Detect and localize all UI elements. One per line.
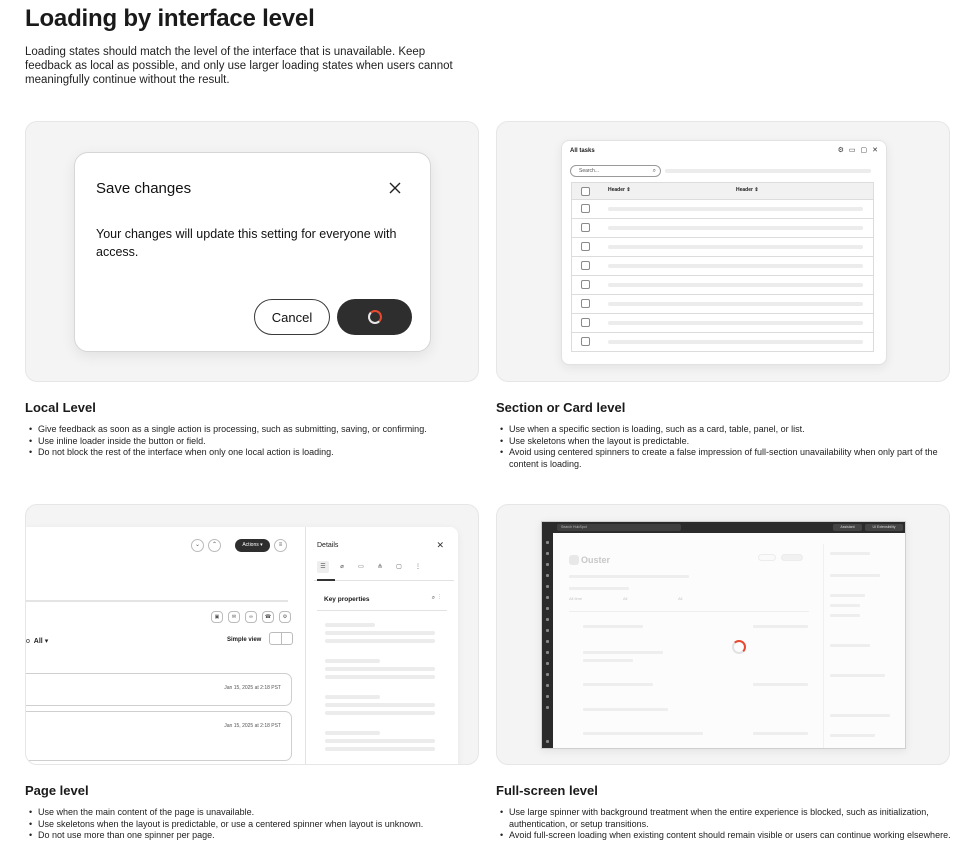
list-item: • Do not use more than one spinner per page. xyxy=(25,830,465,842)
note-tab-icon[interactable]: ▢ xyxy=(396,564,402,570)
app-mock xyxy=(541,521,906,749)
page-example-panel xyxy=(25,504,479,765)
local-heading: Local Level xyxy=(25,400,96,415)
save-changes-dialog xyxy=(74,152,431,352)
fullscreen-heading: Full-screen level xyxy=(496,783,598,798)
skeleton-bar xyxy=(830,604,860,607)
row-checkbox[interactable] xyxy=(581,280,590,289)
list-item: • Use large spinner with background treatment when the entire experience is blocked, such as initialization, authentication, or setup transitions. xyxy=(496,807,951,830)
company-logo xyxy=(569,555,579,565)
list-item: • Do not block the rest of the interface when only one local action is loading. xyxy=(25,447,465,459)
column-header[interactable]: Header ⇕ xyxy=(736,187,759,193)
divider xyxy=(317,610,447,611)
skeleton-bar xyxy=(608,264,863,268)
key-properties-heading: Key properties xyxy=(324,596,370,603)
activity-card[interactable] xyxy=(26,711,292,761)
assigned-filter: All xyxy=(678,596,683,601)
list-item: • Use when a specific section is loading, such as a card, table, panel, or list. xyxy=(496,424,951,436)
skeleton-bar xyxy=(583,683,653,686)
pill xyxy=(781,554,803,561)
table-row xyxy=(571,219,874,238)
close-icon[interactable] xyxy=(388,181,402,195)
skeleton-bar xyxy=(325,731,380,735)
app-top-bar xyxy=(542,522,906,533)
sidebar-panel xyxy=(823,544,906,749)
skeleton-bar xyxy=(569,587,629,590)
skeleton-bar xyxy=(830,714,890,717)
page-level-bullets xyxy=(25,807,465,842)
list-item: • Give feedback as soon as a single action is processing, such as submitting, saving, or confirming. xyxy=(25,424,465,436)
search-input[interactable] xyxy=(570,165,661,177)
skeleton-bar xyxy=(608,207,863,211)
details-tabs xyxy=(317,561,424,573)
card-tab-icon[interactable]: ▭ xyxy=(358,564,364,570)
more-icon[interactable]: ≡ xyxy=(274,539,287,552)
list-item: • Use skeletons when the layout is predictable. xyxy=(496,436,951,448)
table-row xyxy=(571,200,874,219)
card-toolbar xyxy=(838,146,878,154)
card-title: All tasks xyxy=(570,148,595,154)
skeleton-bar xyxy=(830,644,870,647)
list-item: • Use when the main content of the page is unavailable. xyxy=(25,807,465,819)
divider xyxy=(314,580,454,581)
page-intro: Loading states should match the level of the interface that is unavailable. Keep feedback as local as possible, and only use larger loading states when users cannot meaningfully continue without the result. xyxy=(25,46,453,86)
settings-icon[interactable]: ⚙ xyxy=(837,147,844,154)
local-bullets xyxy=(25,424,465,459)
tasks-table xyxy=(571,182,874,352)
skeleton-bar xyxy=(583,708,668,711)
actions-button[interactable]: Actions ▾ xyxy=(235,539,270,552)
table-row xyxy=(571,238,874,257)
column-header[interactable]: Header ⇕ xyxy=(608,187,631,193)
active-tab-indicator xyxy=(317,579,335,581)
page-mock xyxy=(26,527,458,765)
chevron-up-icon[interactable]: ⌃ xyxy=(208,539,221,552)
activity-card[interactable] xyxy=(26,673,292,706)
table-row xyxy=(571,314,874,333)
skeleton-bar xyxy=(325,747,435,751)
page-title: Loading by interface level xyxy=(25,5,315,32)
skeleton-bar xyxy=(608,321,863,325)
dialog-title: Save changes xyxy=(96,180,192,197)
section-example-panel xyxy=(496,121,950,382)
skeleton-bar xyxy=(830,614,860,617)
details-title: Details xyxy=(317,542,339,549)
key-properties-actions[interactable]: ⌕ ⋮ xyxy=(431,595,440,601)
skeleton-bar xyxy=(665,169,871,173)
activity-filter: All xyxy=(623,596,628,601)
section-bullets xyxy=(496,424,951,470)
pill xyxy=(758,554,776,561)
list-item: • Avoid using centered spinners to create a false impression of full-section unavailability when only part of the content is loading. xyxy=(496,447,951,470)
skeleton-bar xyxy=(830,594,865,597)
skeleton-bar xyxy=(325,639,435,643)
search-icon: ⌕ xyxy=(652,168,656,174)
skeleton-bar xyxy=(583,659,633,662)
properties-tab-icon[interactable]: ☰ xyxy=(317,561,329,573)
divider xyxy=(569,611,809,612)
fullscreen-spinner-icon xyxy=(732,640,746,654)
skeleton-bar xyxy=(583,625,643,628)
skeleton-bar xyxy=(325,675,435,679)
confirm-button-loading[interactable] xyxy=(337,299,412,335)
email-icon[interactable]: ✉ xyxy=(228,611,240,623)
skeleton-bar xyxy=(325,659,380,663)
skeleton-bar xyxy=(753,732,808,735)
skeleton-bar xyxy=(325,631,435,635)
skeleton-bar xyxy=(583,732,703,735)
table-row xyxy=(571,295,874,314)
row-checkbox[interactable] xyxy=(581,337,590,346)
skeleton-bar xyxy=(753,683,808,686)
skeleton-bar xyxy=(569,575,689,578)
row-checkbox[interactable] xyxy=(581,318,590,327)
close-icon[interactable]: ✕ xyxy=(872,147,878,154)
row-checkbox[interactable] xyxy=(581,223,590,232)
local-example-panel xyxy=(25,121,479,382)
skeleton-bar xyxy=(325,623,375,627)
account-menu[interactable]: UI Extensibility xyxy=(865,524,903,531)
list-item: • Use inline loader inside the button or field. xyxy=(25,436,465,448)
skeleton-bar xyxy=(583,651,663,654)
simple-view-toggle[interactable] xyxy=(269,632,293,645)
record-name: Ouster xyxy=(581,555,611,565)
skeleton-bar xyxy=(608,245,863,249)
row-checkbox[interactable] xyxy=(581,299,590,308)
skeleton-bar xyxy=(325,695,380,699)
dialog-body: Your changes will update this setting for everyone with access. xyxy=(96,227,397,259)
skeleton-bar xyxy=(830,574,880,577)
table-header xyxy=(571,182,874,200)
simple-view-label: Simple view xyxy=(227,637,262,643)
skeleton-bar xyxy=(608,340,863,344)
attachment-tab-icon[interactable]: ⌀ xyxy=(340,564,344,570)
activity-date: Jan 15, 2025 at 2:18 PST xyxy=(224,723,281,729)
assistant-button[interactable]: Assistant xyxy=(833,524,862,531)
cancel-button[interactable]: Cancel xyxy=(254,299,330,335)
list-item: • Avoid full-screen loading when existing content should remain visible or users can continue working elsewhere. xyxy=(496,830,951,842)
skeleton-bar xyxy=(325,703,435,707)
row-checkbox[interactable] xyxy=(581,242,590,251)
chat-icon[interactable]: ▢ xyxy=(860,147,868,154)
search-placeholder: Search... xyxy=(579,168,600,174)
skeleton-bar xyxy=(608,283,863,287)
activity-date: Jan 15, 2025 at 2:18 PST xyxy=(224,685,281,691)
monitor-icon[interactable]: ▭ xyxy=(848,147,856,154)
divider xyxy=(26,600,288,602)
close-icon[interactable]: ✕ xyxy=(436,540,444,550)
details-panel xyxy=(305,527,458,765)
table-row xyxy=(571,276,874,295)
phone-icon[interactable]: ☎ xyxy=(262,611,274,623)
app-sidebar xyxy=(542,533,553,749)
filter-dropdown[interactable]: o All ▾ xyxy=(26,638,49,645)
tasks-card xyxy=(561,140,887,365)
fullscreen-example-panel xyxy=(496,504,950,765)
list-item: • Use skeletons when the layout is predictable, or use a centered spinner when layout is unknown. xyxy=(25,819,465,831)
skeleton-bar xyxy=(325,667,435,671)
chevron-down-icon[interactable]: ⌄ xyxy=(191,539,204,552)
network-tab-icon[interactable]: ⋔ xyxy=(377,564,383,570)
skeleton-bar xyxy=(325,739,435,743)
table-row xyxy=(571,333,874,352)
image-icon[interactable]: ▣ xyxy=(211,611,223,623)
skeleton-bar xyxy=(830,734,875,737)
section-heading: Section or Card level xyxy=(496,400,626,415)
dimmed-content xyxy=(553,533,906,749)
spinner-icon xyxy=(368,310,382,324)
time-filter: All time xyxy=(569,596,583,601)
select-all-checkbox[interactable] xyxy=(581,187,590,196)
row-checkbox[interactable] xyxy=(581,204,590,213)
global-search-input[interactable]: Search HubSpot xyxy=(557,524,681,531)
skeleton-bar xyxy=(608,302,863,306)
fullscreen-bullets xyxy=(496,807,951,842)
more-icon[interactable]: ⋮ xyxy=(415,564,421,570)
table-row xyxy=(571,257,874,276)
skeleton-bar xyxy=(608,226,863,230)
skeleton-bar xyxy=(753,625,808,628)
skeleton-bar xyxy=(830,552,870,555)
link-icon[interactable]: ∞ xyxy=(245,611,257,623)
row-checkbox[interactable] xyxy=(581,261,590,270)
page-level-heading: Page level xyxy=(25,783,89,798)
skeleton-bar xyxy=(830,674,885,677)
skeleton-bar xyxy=(325,711,435,715)
gear-icon[interactable]: ⚙ xyxy=(279,611,291,623)
